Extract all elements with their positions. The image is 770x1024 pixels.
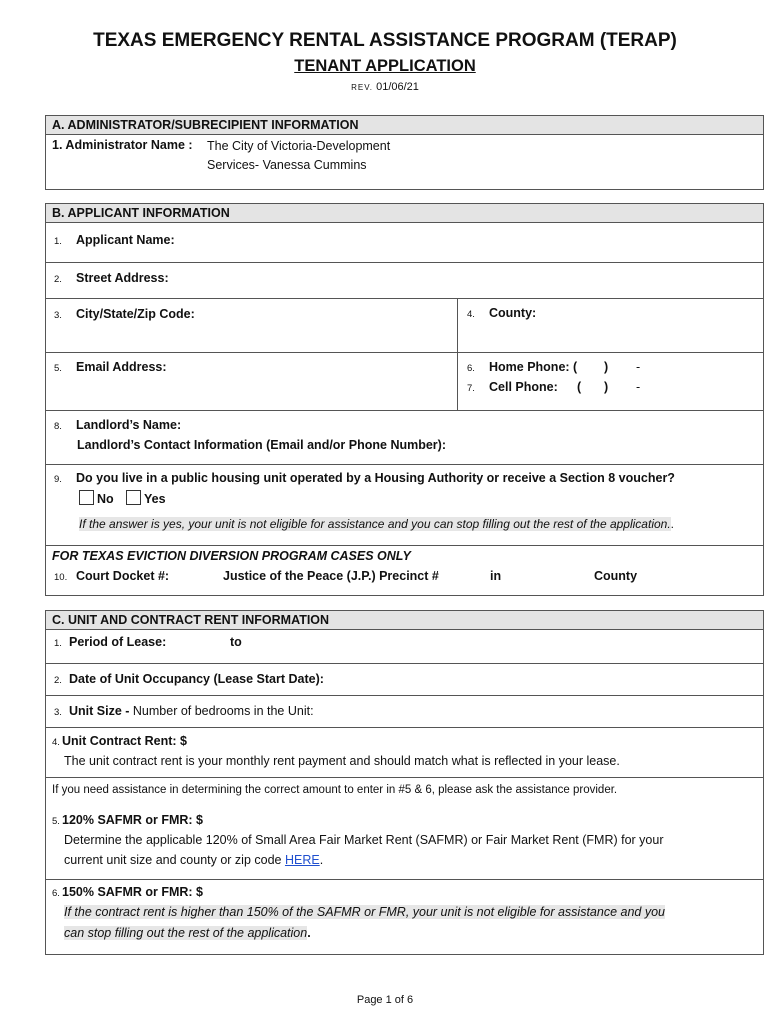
- rev-date: 01/06/21: [376, 81, 419, 93]
- city-county-row: [46, 298, 763, 352]
- landlord-name-label: Landlord’s Name:: [76, 418, 182, 432]
- q10-number: 10.: [54, 572, 68, 583]
- c-q2-number: 2.: [54, 675, 62, 686]
- c-q4-number: 4.: [52, 737, 60, 748]
- in-label: in: [490, 569, 502, 583]
- lease-period-label: Period of Lease:: [69, 635, 167, 649]
- cell-phone-field[interactable]: [467, 380, 558, 394]
- c-q6-number: 6.: [52, 888, 60, 899]
- unit-size-field[interactable]: [54, 704, 314, 718]
- public-housing-label: Do you live in a public housing unit operated by a Housing Authority or receive a Section 8 voucher?: [76, 471, 675, 485]
- home-phone-field[interactable]: [467, 360, 577, 374]
- email-address-label: Email Address:: [76, 360, 167, 374]
- rev-label: REV.: [351, 83, 374, 92]
- county-label: County:: [489, 306, 537, 320]
- city-state-zip-field[interactable]: [54, 307, 195, 321]
- section-b-title: B. APPLICANT INFORMATION: [46, 204, 763, 223]
- section-c-title: C. UNIT AND CONTRACT RENT INFORMATION: [46, 611, 763, 630]
- county-field[interactable]: [467, 306, 536, 320]
- unit-size-label: Unit Size -: [69, 704, 130, 718]
- safmr-120-desc-period: .: [319, 853, 324, 867]
- no-label: No: [97, 492, 114, 506]
- no-checkbox[interactable]: [79, 490, 94, 505]
- administrator-name-line1[interactable]: The City of Victoria-Development: [207, 139, 391, 153]
- home-phone-dash: -: [636, 360, 641, 374]
- safmr-150-field[interactable]: [52, 885, 203, 899]
- safmr-150-note-line2: [64, 926, 311, 940]
- contract-rent-desc: The unit contract rent is your monthly rent payment and should match what is reflected in your lease.: [64, 754, 620, 768]
- landlord-name-field[interactable]: [54, 418, 181, 432]
- lease-period-field[interactable]: [54, 635, 166, 649]
- ineligible-note-end: .: [670, 517, 675, 531]
- q7-number: 7.: [467, 383, 475, 394]
- q6-number: 6.: [467, 363, 475, 374]
- cell-phone-label: Cell Phone:: [489, 380, 558, 394]
- yes-label: Yes: [144, 492, 166, 506]
- public-housing-row: [46, 464, 763, 545]
- section-a-title: A. ADMINISTRATOR/SUBRECIPIENT INFORMATION: [46, 116, 763, 135]
- street-address-field[interactable]: [54, 271, 169, 285]
- section-a: [45, 115, 764, 190]
- home-phone-close: ): [604, 360, 609, 374]
- q2-number: 2.: [54, 274, 62, 285]
- landlord-contact-label[interactable]: Landlord’s Contact Information (Email and/or Phone Number):: [77, 438, 446, 452]
- subtitle-text: TENANT APPLICATION: [294, 57, 476, 75]
- jp-precinct-label[interactable]: Justice of the Peace (J.P.) Precinct #: [223, 569, 439, 583]
- contact-row: [46, 352, 763, 410]
- column-divider: [457, 353, 458, 410]
- applicant-name-field[interactable]: [54, 233, 175, 247]
- assist-note: If you need assistance in determining the correct amount to enter in #5 & 6, please ask the assistance provider.: [52, 784, 618, 796]
- option-yes[interactable]: [126, 490, 166, 506]
- q8-number: 8.: [54, 421, 62, 432]
- c-q5-number: 5.: [52, 816, 60, 827]
- q1-number: 1.: [54, 236, 62, 247]
- safmr-150-note-text1: If the contract rent is higher than 150% of the SAFMR or FMR, your unit is not eligible for assistance and you: [64, 905, 665, 919]
- c-q1-number: 1.: [54, 638, 62, 649]
- page-number: Page 1 of 6: [356, 994, 414, 1006]
- here-link[interactable]: HERE: [284, 853, 320, 867]
- email-address-field[interactable]: [54, 360, 167, 374]
- landlord-row: [46, 410, 763, 464]
- yes-checkbox[interactable]: [126, 490, 141, 505]
- safmr-120-desc-line1: Determine the applicable 120% of Small Area Fair Market Rent (SAFMR) or Fair Market Rent (FMR) for your: [64, 833, 664, 847]
- ineligible-note-text: If the answer is yes, your unit is not eligible for assistance and you can stop filling out the rest of the application.: [79, 517, 671, 531]
- home-phone-label: Home Phone: (: [489, 360, 578, 374]
- column-divider: [457, 299, 458, 352]
- form-subtitle: [0, 57, 770, 76]
- contract-rent-row: [46, 727, 763, 777]
- city-state-zip-label: City/State/Zip Code:: [76, 307, 195, 321]
- ineligible-note: [79, 517, 674, 531]
- contract-rent-label: Unit Contract Rent: $: [62, 734, 187, 748]
- public-housing-question: [54, 471, 675, 485]
- safmr-120-field[interactable]: [52, 813, 203, 827]
- administrator-name-line2[interactable]: Services- Vanessa Cummins: [207, 158, 367, 172]
- assist-note-row: [46, 777, 763, 807]
- q9-number: 9.: [54, 474, 62, 485]
- q4-number: 4.: [467, 309, 475, 320]
- option-no[interactable]: [79, 490, 114, 506]
- revision: [0, 81, 770, 93]
- form-title: TEXAS EMERGENCY RENTAL ASSISTANCE PROGRAM (TERAP): [93, 30, 677, 51]
- administrator-name-label: 1. Administrator Name :: [52, 138, 193, 152]
- lease-period-to: to: [230, 635, 242, 649]
- eviction-heading: FOR TEXAS EVICTION DIVERSION PROGRAM CASES ONLY: [52, 549, 411, 563]
- eviction-row: [46, 545, 763, 597]
- street-address-row: [46, 262, 763, 298]
- contract-rent-field[interactable]: [52, 734, 187, 748]
- county-suffix-label: County: [594, 569, 638, 583]
- section-b: [45, 203, 764, 596]
- cell-phone-close: ): [604, 380, 609, 394]
- safmr-150-note-text2: can stop filling out the rest of the application: [64, 926, 308, 940]
- street-address-label: Street Address:: [76, 271, 169, 285]
- safmr-150-row: [46, 879, 763, 955]
- court-docket-label: Court Docket #:: [76, 569, 170, 583]
- safmr-120-desc-text: current unit size and county or zip code: [64, 853, 282, 867]
- c-q3-number: 3.: [54, 707, 62, 718]
- q5-number: 5.: [54, 363, 62, 374]
- safmr-150-label: 150% SAFMR or FMR: $: [62, 885, 203, 899]
- safmr-120-desc-line2: [64, 853, 323, 867]
- applicant-name-label: Applicant Name:: [76, 233, 175, 247]
- court-docket-field[interactable]: [54, 569, 169, 583]
- safmr-120-label: 120% SAFMR or FMR: $: [62, 813, 203, 827]
- section-c: [45, 610, 764, 955]
- q3-number: 3.: [54, 310, 62, 321]
- cell-phone-open: (: [577, 380, 582, 394]
- safmr-150-note-line1: [64, 905, 665, 919]
- occupancy-date-label: Date of Unit Occupancy (Lease Start Date):: [69, 672, 324, 686]
- unit-size-desc: Number of bedrooms in the Unit:: [132, 704, 314, 718]
- occupancy-date-field[interactable]: [54, 672, 324, 686]
- safmr-150-note-end: .: [307, 926, 311, 940]
- unit-size-row: [46, 695, 763, 727]
- cell-phone-dash: -: [636, 380, 641, 394]
- occupancy-row: [46, 663, 763, 695]
